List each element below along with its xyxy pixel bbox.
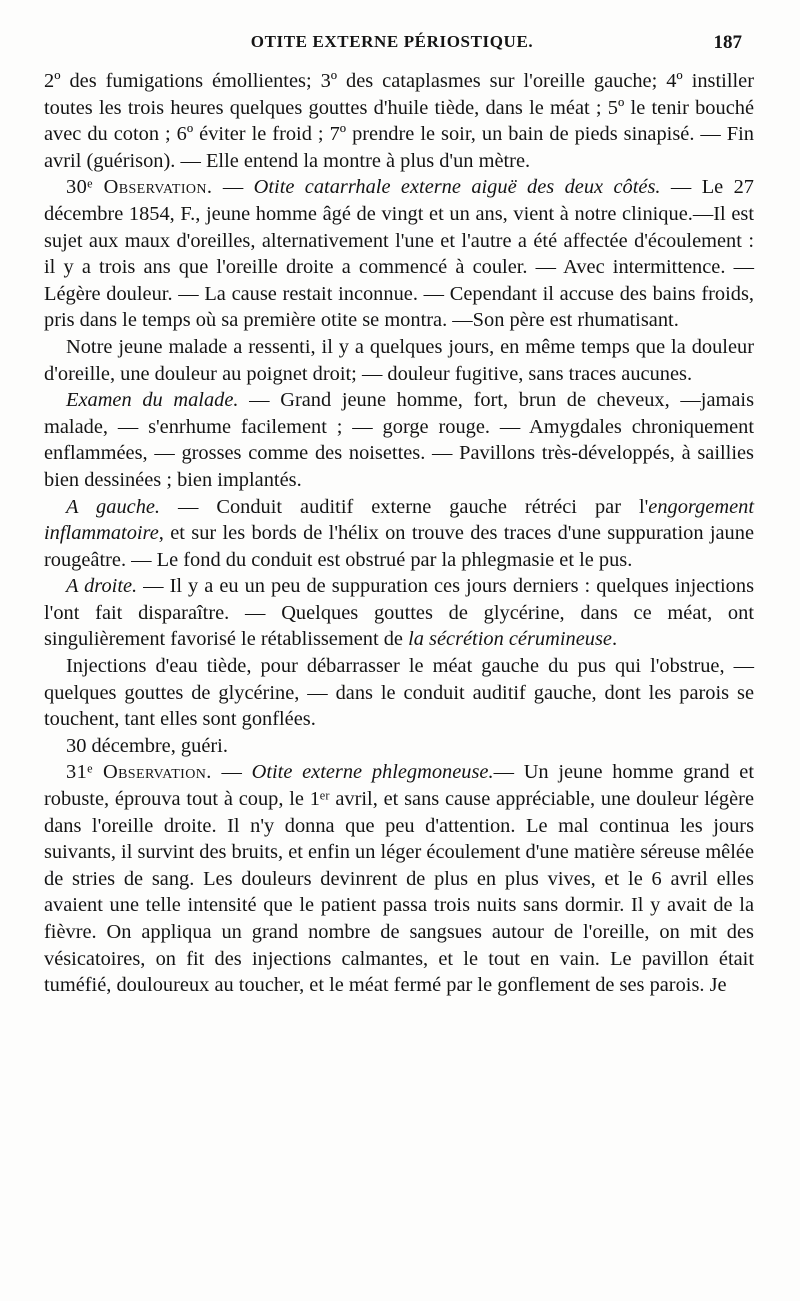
page-header [42, 32, 742, 60]
em-dash: — [212, 176, 254, 199]
running-title: OTITE EXTERNE PÉRIOSTIQUE. [250, 32, 534, 51]
paragraph-continuation [44, 68, 754, 174]
paragraph-text: — Il y a eu un peu de suppuration ces jours derniers : quelques injections l'ont fait disparaître. — Quelques gouttes de glycérine, dans ce méat, ont singulièrement favorisé le rétablissement de [44, 575, 755, 651]
paragraph-lead: Examen du malade. [66, 389, 239, 412]
paragraph-lead: A droite. [66, 575, 138, 598]
paragraph-text: Notre jeune malade a ressenti, il y a quelques jours, en même temps que la douleur d'oreille, une douleur au poignet droit; — douleur fugitive, sans traces aucunes. [44, 335, 754, 385]
paragraph-a-gauche [44, 494, 754, 574]
paragraph-text: 30 décembre, guéri. [66, 734, 228, 757]
observation-title: Otite catarrhale externe aiguë des deux côtés. [253, 176, 661, 199]
paragraph-lead: A gauche. [66, 495, 161, 518]
paragraph-injections [44, 653, 754, 733]
paragraph-gueri [44, 733, 754, 760]
paragraph-symptoms [44, 334, 754, 387]
page-body [44, 68, 754, 999]
paragraph-text: , et sur les bords de l'hélix on trouve des traces d'une suppuration jaune rougeâtre. — Le fond du conduit est obstrué par la phlegmasie et le pus. [44, 522, 754, 571]
paragraph-emphasis: engorgement inflammatoire [44, 495, 754, 545]
observation-31 [44, 759, 754, 998]
paragraph-text: — Conduit auditif externe gauche rétréci par l' [160, 495, 649, 518]
page-number: 187 [713, 32, 742, 53]
em-dash: — [211, 761, 252, 784]
paragraph-a-droite [44, 573, 754, 653]
paragraph-text: Injections d'eau tiède, pour débarrasser le méat gauche du pus qui l'obstrue, — quelques gouttes de glycérine, — dans le conduit auditif gauche, dont les parois se touchent, tant elles sont gonflées. [44, 655, 754, 731]
paragraph-text: 2º des fumigations émollientes; 3º des cataplasmes sur l'oreille gauche; 4º instiller toutes les trois heures quelques gouttes d'huile tiède, dans le méat ; 5º le tenir bouché avec du coton ; 6º éviter le froid ; 7º prendre le soir, un bain de pieds sinapisé. — Fin avril (guérison). — Elle entend la montre à plus d'un mètre. [44, 70, 754, 172]
paragraph-emphasis: la sécrétion cérumineuse [408, 628, 612, 651]
paragraph-end: . [611, 628, 618, 651]
paragraph-text: — Le 27 décembre 1854, F., jeune homme âgé de vingt et un ans, vient à notre clinique.—Il est sujet aux maux d'oreilles, alternativement l'une et l'autre a été affectée d'écoulement : il y a trois ans que l'oreille droite a commencé à couler. — Avec intermittence. — Légère douleur. — La cause restait inconnue. — Cependant il accuse des bains froids, pris dans le temps où sa première otite se montra. —Son père est rhumatisant. [44, 176, 754, 332]
paragraph-text: — Un jeune homme grand et robuste, éprouva tout à coup, le 1ᵉʳ avril, et sans cause appréciable, une douleur légère dans l'oreille droite. Il n'y donna que peu d'attention. Le mal continua les jours suivants, il survint des bruits, et enfin un léger écoulement d'une matière séreuse mêlée de stries de sang. Les douleurs devinrent de plus en plus vives, et le 6 avril elles avaient une telle intensité que le patient passa trois nuits sans dormir. Il y avait de la fièvre. On appliqua un grand nombre de sangsues autour de l'oreille, on mit des vésicatoires, on fit des injections calmantes, et le tout en vain. Le pavillon était tuméfié, douloureux au toucher, et le méat fermé par le gonflement de ses parois. Je [44, 761, 754, 997]
observation-label: 31ᵉ Observation. [66, 761, 212, 784]
paragraph-text: — Grand jeune homme, fort, brun de cheveux, —jamais malade, — s'enrhume facilement ; — gorge rouge. — Amygdales chroniquement enflammées, — grosses comme des noisettes. — Pavillons très-développés, à saillies bien dessinées ; bien implantés. [44, 389, 755, 491]
observation-30 [44, 174, 754, 334]
observation-title: Otite externe phlegmoneuse. [251, 761, 494, 784]
observation-label: 30ᵉ Observation. [66, 176, 213, 199]
paragraph-examen [44, 387, 754, 493]
